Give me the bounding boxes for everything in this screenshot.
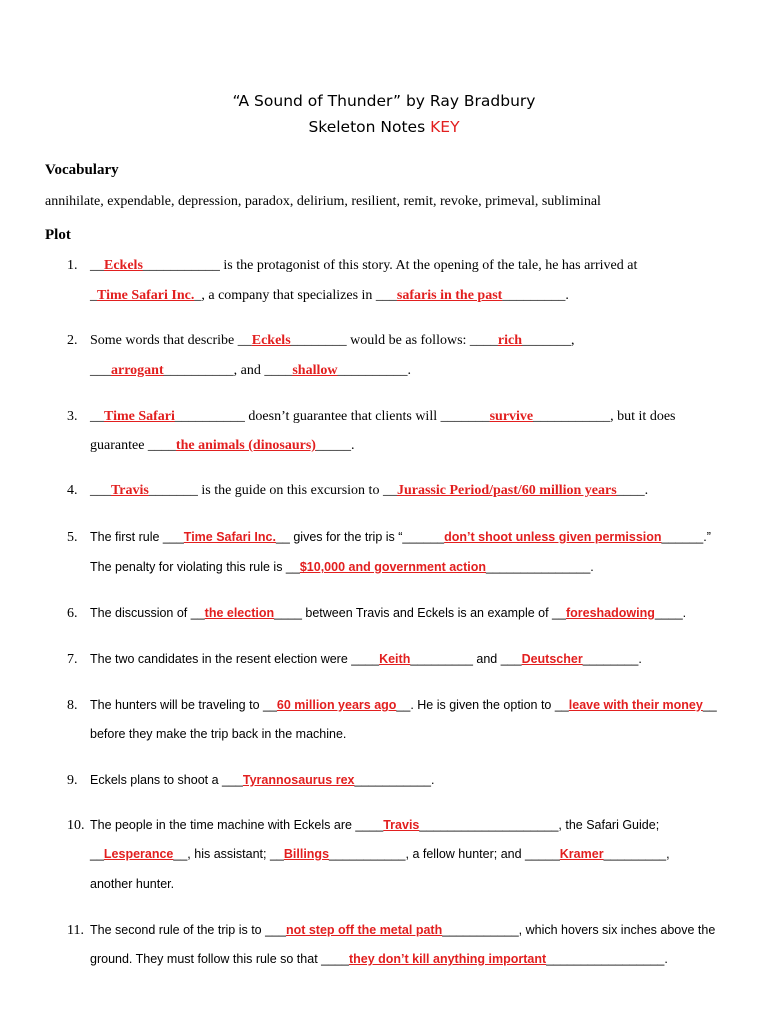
answer: survive xyxy=(489,409,534,424)
question-3-line-1 xyxy=(90,409,676,425)
question-text: The two candidates in the resent election were ____ xyxy=(90,652,380,666)
item-number: 3. xyxy=(67,409,78,424)
question-text: _________________. xyxy=(546,952,668,966)
question-2-line-2 xyxy=(90,363,411,379)
answer: rich xyxy=(497,333,523,348)
question-10-line-3 xyxy=(90,877,174,891)
question-text: The people in the time machine with Eckels are ____ xyxy=(90,818,384,832)
question-5-line-2 xyxy=(90,560,594,574)
answer: the animals (dinosaurs) xyxy=(175,438,316,453)
question-text: ground. They must follow this rule so that ____ xyxy=(90,952,349,966)
plot-heading: Plot xyxy=(45,227,71,243)
question-text: The second rule of the trip is to ___ xyxy=(90,923,286,937)
question-text: The first rule ___ xyxy=(90,530,184,544)
subtitle-text: Skeleton Notes xyxy=(308,118,431,136)
item-number: 5. xyxy=(67,530,78,545)
question-text: before they make the trip back in the machine. xyxy=(90,727,347,741)
item-number: 9. xyxy=(67,773,78,788)
question-10-line-2 xyxy=(90,847,670,861)
question-text: ____. xyxy=(654,606,687,620)
question-text: _, a company that specializes in ___ xyxy=(194,288,397,303)
answer: Travis xyxy=(111,483,149,498)
answer: shallow xyxy=(292,363,338,378)
question-4-line-1 xyxy=(90,483,648,499)
answer: 60 million years ago xyxy=(276,698,397,712)
question-1-line-1 xyxy=(90,258,637,274)
question-text: Eckels plans to shoot a ___ xyxy=(90,773,243,787)
answer: Eckels xyxy=(251,333,291,348)
question-1-line-2 xyxy=(90,288,569,304)
answer: Jurassic Period/past/60 million years xyxy=(396,483,617,498)
question-8-line-1 xyxy=(90,698,717,712)
question-text: ___ xyxy=(90,363,111,378)
question-text: __. He is given the option to __ xyxy=(396,698,569,712)
question-text: __, his assistant; __ xyxy=(173,847,284,861)
question-2-line-1 xyxy=(90,333,575,349)
question-9-line-1 xyxy=(90,773,434,787)
item-number: 4. xyxy=(67,483,78,498)
question-text: Some words that describe __ xyxy=(90,333,252,348)
question-text: another hunter. xyxy=(90,877,175,891)
answer: Time Safari Inc. xyxy=(97,288,195,303)
answer: Travis xyxy=(383,818,420,832)
question-text: ___________ is the protagonist of this story. At the opening of the tale, he has arrived at xyxy=(142,258,638,273)
answer: Deutscher xyxy=(521,652,583,666)
vocabulary-words: annihilate, expendable, depression, paradox, delirium, resilient, remit, revoke, primeval, subliminal xyxy=(45,194,601,209)
item-number: 2. xyxy=(67,333,78,348)
answer: leave with their money xyxy=(568,698,703,712)
item-number: 11. xyxy=(67,923,84,938)
item-number: 8. xyxy=(67,698,78,713)
answer: foreshadowing xyxy=(565,606,655,620)
question-text: _________ and ___ xyxy=(410,652,522,666)
answer: Time Safari xyxy=(104,409,175,424)
question-text: _______ is the guide on this excursion to __ xyxy=(148,483,397,498)
question-text: ___________, which hovers six inches above the xyxy=(442,923,716,937)
answer: the election xyxy=(204,606,275,620)
question-10-line-1 xyxy=(90,818,659,832)
answer: arrogant xyxy=(111,363,164,378)
question-text: ___ xyxy=(90,483,111,498)
question-text: __ xyxy=(90,409,104,424)
question-text: ________. xyxy=(582,652,642,666)
answer: safaris in the past xyxy=(396,288,503,303)
question-text: ____________________, the Safari Guide; xyxy=(419,818,660,832)
question-text: _______________. xyxy=(486,560,594,574)
question-7-line-1 xyxy=(90,652,642,666)
document-title: “A Sound of Thunder” by Ray Bradbury xyxy=(232,92,536,110)
answer: Billings xyxy=(283,847,330,861)
question-text: ____ between Travis and Eckels is an example of __ xyxy=(274,606,566,620)
question-11-line-1 xyxy=(90,923,715,937)
question-text: _________, xyxy=(603,847,670,861)
question-text: _________. xyxy=(502,288,569,303)
question-text: ___________, a fellow hunter; and _____ xyxy=(329,847,560,861)
item-number: 7. xyxy=(67,652,78,667)
question-text: __ xyxy=(90,847,104,861)
document-subtitle xyxy=(0,118,768,136)
question-text: ________ would be as follows: ____ xyxy=(290,333,498,348)
answer: Keith xyxy=(379,652,411,666)
item-number: 6. xyxy=(67,606,78,621)
key-label: KEY xyxy=(430,118,460,136)
question-text: ___________, but it does xyxy=(533,409,676,424)
question-text: __________ doesn’t guarantee that clients will _______ xyxy=(174,409,490,424)
question-3-line-2 xyxy=(90,438,354,454)
question-text: guarantee ____ xyxy=(90,438,176,453)
answer: Eckels xyxy=(104,258,143,273)
answer: don’t shoot unless given permission xyxy=(444,530,662,544)
question-text: The discussion of __ xyxy=(90,606,205,620)
question-6-line-1 xyxy=(90,606,686,620)
item-number: 1. xyxy=(67,258,78,273)
answer: Kramer xyxy=(559,847,604,861)
question-text: __ xyxy=(90,258,104,273)
answer: Time Safari Inc. xyxy=(183,530,276,544)
question-text: The penalty for violating this rule is __ xyxy=(90,560,300,574)
question-text: ____. xyxy=(616,483,649,498)
question-text: _______, xyxy=(522,333,575,348)
answer: not step off the metal path xyxy=(285,923,443,937)
question-text: __________, and ____ xyxy=(163,363,293,378)
answer: $10,000 and government action xyxy=(299,560,487,574)
question-5-line-1 xyxy=(90,530,711,544)
answer: Tyrannosaurus rex xyxy=(242,773,355,787)
question-text: ______.” xyxy=(661,530,711,544)
question-text: __ xyxy=(702,698,717,712)
question-text: _____. xyxy=(315,438,355,453)
question-text: ___________. xyxy=(354,773,435,787)
question-text: The hunters will be traveling to __ xyxy=(90,698,277,712)
vocabulary-heading: Vocabulary xyxy=(45,162,119,178)
question-text: __ gives for the trip is “______ xyxy=(275,530,445,544)
question-8-line-2 xyxy=(90,727,346,741)
question-text: _ xyxy=(90,288,97,303)
question-text: __________. xyxy=(337,363,411,378)
item-number: 10. xyxy=(67,818,85,833)
answer: they don’t kill anything important xyxy=(348,952,547,966)
question-11-line-2 xyxy=(90,952,668,966)
answer: Lesperance xyxy=(103,847,174,861)
